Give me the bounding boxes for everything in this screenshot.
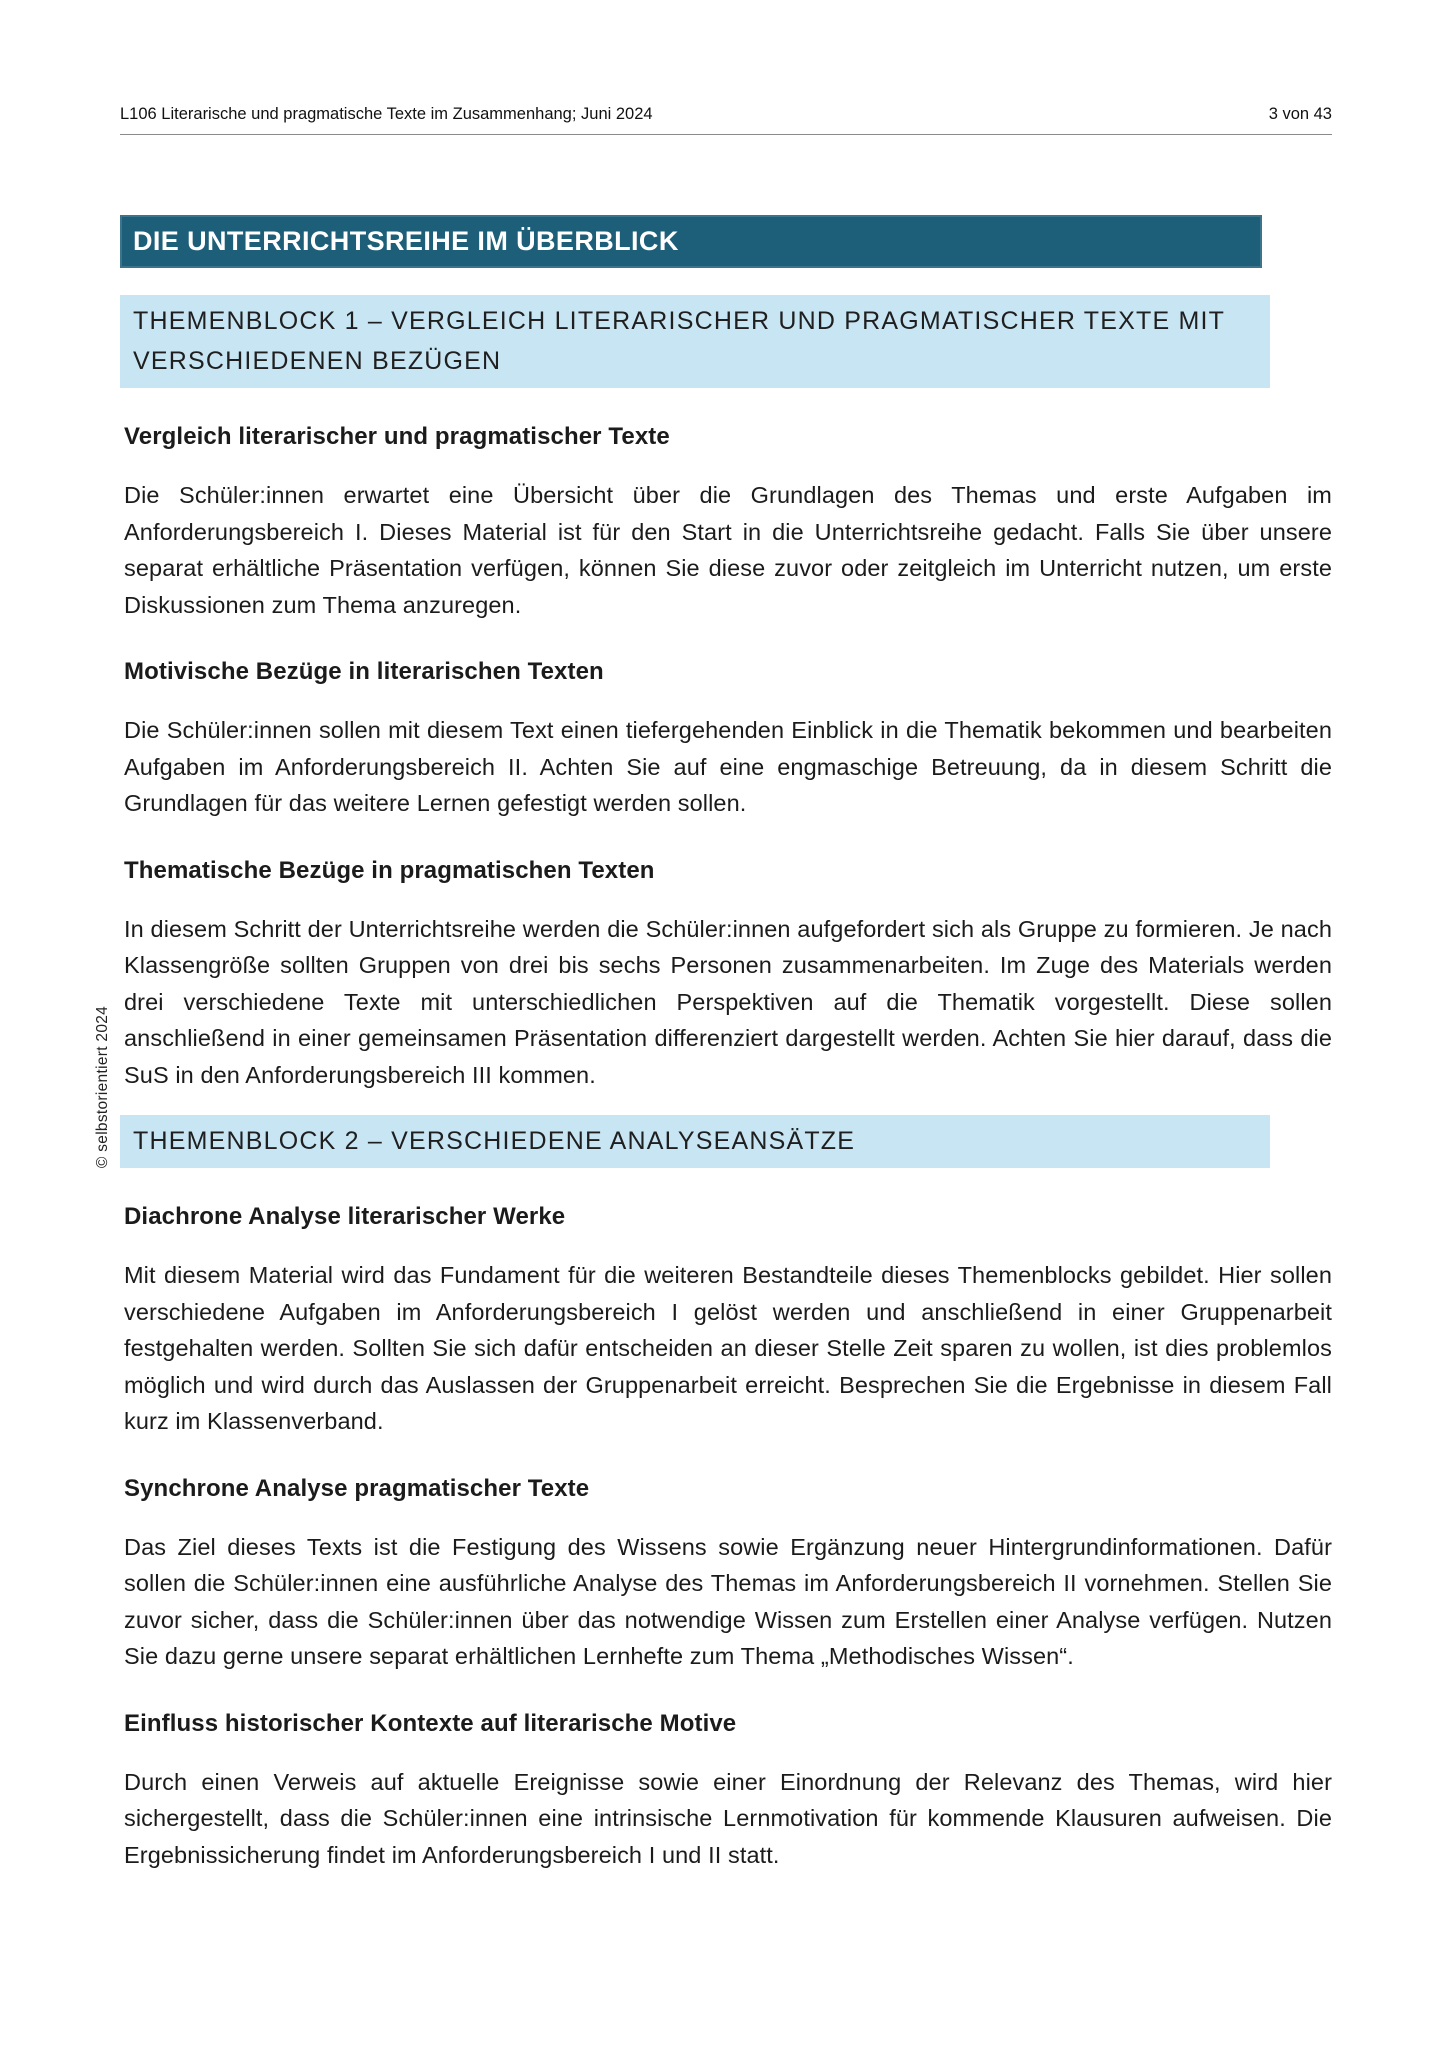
- header-running-title: L106 Literarische und pragmatische Texte im Zusammenhang; Juni 2024: [120, 105, 653, 123]
- heading-diachrone-analyse: Diachrone Analyse literarischer Werke: [124, 1203, 566, 1230]
- paragraph-vergleich-texte: Die Schüler:innen erwartet eine Übersicht über die Grundlagen des Themas und erste Aufgaben im Anforderungsbereich I. Dieses Material ist für den Start in die Unterrichtsreihe gedacht. Falls Sie über unsere separat erhältliche Präsentation verfügen, können Sie diese zuvor oder zeitgleich im Unterricht nutzen, um erste Diskussionen zum Thema anzuregen.: [124, 482, 1332, 618]
- section-themenblock-1: [120, 295, 1332, 1093]
- paragraph-thematische-bezuege: In diesem Schritt der Unterrichtsreihe werden die Schüler:innen aufgefordert sich als Gruppe zu formieren. Je nach Klassengröße sollten Gruppen von drei bis sechs Personen zusammenarbeiten. Im Zuge des Materials werden drei verschiedene Texte mit unterschiedlichen Perspektiven auf die Thematik vorgestellt. Diese sollen anschließend in einer gemeinsamen Präsentation differenziert dargestellt werden. Achten Sie hier darauf, dass die SuS in den Anforderungsbereich III kommen.: [124, 915, 1332, 1088]
- paragraph-diachrone-analyse: Mit diesem Material wird das Fundament für die weiteren Bestandteile dieses Themenblocks gebildet. Hier sollen verschiedene Aufgaben im Anforderungsbereich I gelöst werden und anschließend in einer Gruppenarbeit festgehalten werden. Sollten Sie sich dafür entscheiden an dieser Stelle Zeit sparen zu wollen, ist dies problemlos möglich und wird durch das Auslassen der Gruppenarbeit erreicht. Besprechen Sie die Ergebnisse in diesem Fall kurz im Klassenverband.: [124, 1262, 1332, 1434]
- header-page-number: 3 von 43: [1268, 105, 1332, 123]
- heading-motivische-bezuege: Motivische Bezüge in literarischen Texten: [124, 658, 604, 685]
- section-themenblock-2: [120, 1115, 1332, 1873]
- paragraph-historische-kontexte: Durch einen Verweis auf aktuelle Ereignisse sowie einer Einordnung der Relevanz des Themas, wird hier sichergestellt, dass die Schüler:innen eine intrinsische Lernmotivation für kommende Klausuren aufweisen. Die Ergebnissicherung findet im Anforderungsbereich I und II statt.: [124, 1768, 1332, 1868]
- heading-vergleich-texte: Vergleich literarischer und pragmatischer Texte: [124, 423, 670, 450]
- paragraph-motivische-bezuege: Die Schüler:innen sollen mit diesem Text einen tiefergehenden Einblick in die Thematik bekommen und bearbeiten Aufgaben im Anforderungsbereich II. Achten Sie auf eine engmaschige Betreuung, da in diesem Schritt die Grundlagen für das weitere Lernen gefestigt werden sollen.: [124, 717, 1332, 816]
- overview-banner: DIE UNTERRICHTSREIHE IM ÜBERBLICK: [120, 215, 1262, 268]
- heading-thematische-bezuege: Thematische Bezüge in pragmatischen Texten: [124, 856, 655, 884]
- heading-historische-kontexte: Einfluss historischer Kontexte auf literarische Motive: [124, 1709, 737, 1737]
- themenblock-2-banner: THEMENBLOCK 2 – VERSCHIEDENE ANALYSEANSÄTZE: [120, 1115, 1270, 1168]
- heading-synchrone-analyse: Synchrone Analyse pragmatischer Texte: [124, 1474, 590, 1502]
- content-column: [120, 215, 1332, 1873]
- paragraph-synchrone-analyse: Das Ziel dieses Texts ist die Festigung des Wissens sowie Ergänzung neuer Hintergrundinformationen. Dafür sollen die Schüler:innen eine ausführliche Analyse des Themas im Anforderungsbereich II vornehmen. Stellen Sie zuvor sicher, dass die Schüler:innen über das notwendige Wissen zum Erstellen einer Analyse verfügen. Nutzen Sie dazu gerne unsere separat erhältlichen Lernhefte zum Thema „Methodisches Wissen“.: [124, 1533, 1332, 1669]
- header-rule: [120, 134, 1332, 135]
- copyright-watermark: © selbstorientiert 2024: [94, 1005, 111, 1169]
- page-header: [120, 104, 1332, 124]
- themenblock-1-banner: THEMENBLOCK 1 – VERGLEICH LITERARISCHER UND PRAGMATISCHER TEXTE MIT VERSCHIEDENEN BEZÜGEN: [120, 295, 1270, 388]
